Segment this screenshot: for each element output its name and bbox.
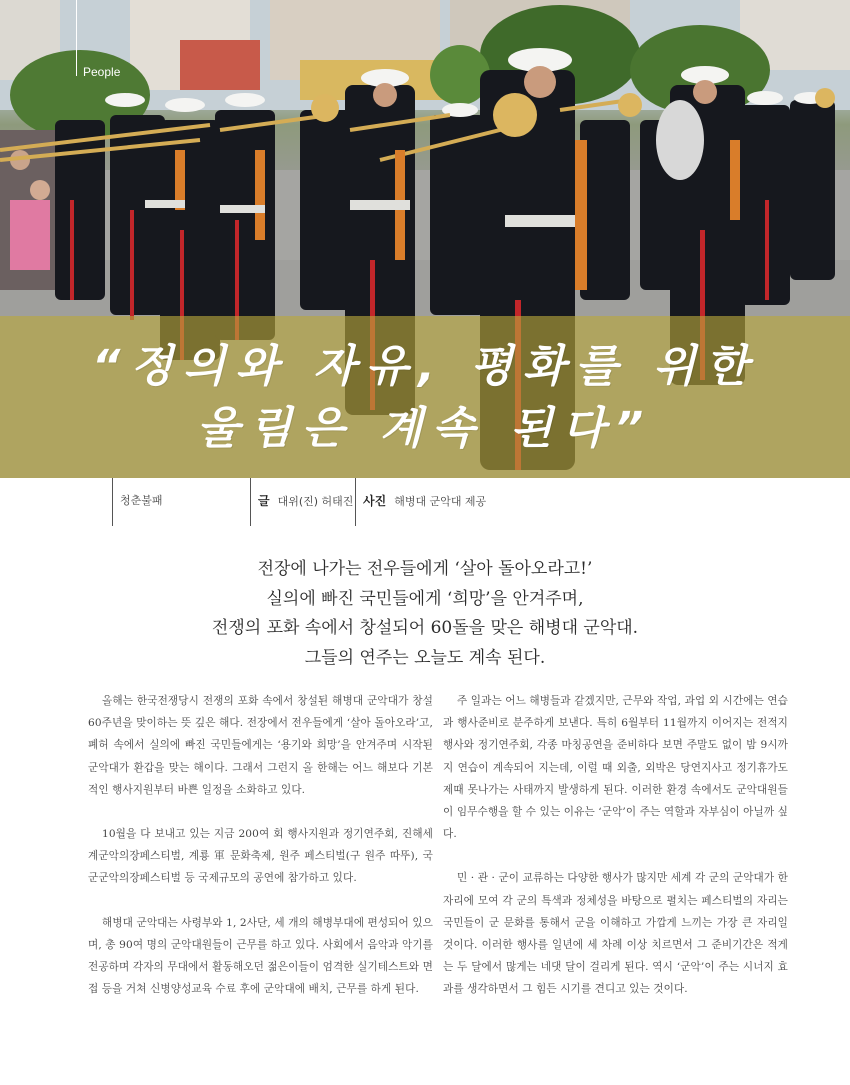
body-paragraph: 10월을 다 보내고 있는 지금 200여 회 행사지원과 정기연주회, 진해세계군악의장페스티벌, 계룡 軍 문화축제, 원주 페스티벌(구 원주 따뚜), 국군군악의장페스티벌 등 국제규모의 공연에 참가하고 있다. <box>88 828 433 885</box>
writer-label: 글 <box>258 494 270 508</box>
section-rule <box>76 0 77 76</box>
photo-label: 사진 <box>363 494 387 508</box>
body-column-left <box>88 690 433 1022</box>
intro-line: 전쟁의 포화 속에서 창설되어 60돌을 맞은 해병대 군악대. <box>211 618 639 638</box>
divider <box>250 478 251 526</box>
headline-line-1: “정의와 자유, 평화를 위한 <box>91 341 759 392</box>
body-column-right <box>443 690 788 1023</box>
column-name: 청춘불패 <box>120 492 163 508</box>
writer-credit <box>258 492 353 509</box>
intro-line: 실의에 빠진 국민들에게 ‘희망’을 안겨주며, <box>266 588 584 609</box>
credits-bar <box>0 478 850 526</box>
divider <box>112 478 113 526</box>
body-paragraph: 주 일과는 어느 해병들과 같겠지만, 근무와 작업, 과업 외 시간에는 연습과 행사준비로 분주하게 보낸다. 특히 6월부터 11월까지 이어지는 전적지 행사와 정기연주회, 각종 마칭공연을 준비하다 보면 주말도 없이 밤 9시까지 연습이 계속되어 지는데, 이럴 때 외출, 외박은 당연지사고 정기휴가도 제때 못나가는 사태까지 발생하게 된다. 이러한 환경 속에서도 군악대원들이 임무수행을 할 수 있는 이유는 ‘군악’이 주는 역할과 자부심이 아닐까 싶다. <box>443 695 788 841</box>
body-paragraph: 민 · 관 · 군이 교류하는 다양한 행사가 많지만 세계 각 군의 군악대가 한자리에 모여 각 군의 특색과 정체성을 바탕으로 펼치는 페스티벌의 자리는 국민들이 군 문화를 통해서 군을 이해하고 가깝게 느끼는 가장 큰 자리일 것이다. 이러한 행사를 일년에 세 차례 이상 치르면서 그 준비기간은 적게는 두 달에서 많게는 네댓 달이 걸리게 된다. 역시 ‘군악’이 주는 시너지 효과를 생각하면서 그 힘든 시기를 견디고 있는 것이다. <box>443 872 789 996</box>
photo-credit <box>363 492 486 509</box>
intro-line: 그들의 연주는 오늘도 계속 된다. <box>304 647 546 668</box>
intro-lead <box>0 555 850 673</box>
section-label: People <box>83 65 121 79</box>
hero-photo <box>0 0 850 478</box>
intro-line: 전장에 나가는 전우들에게 ‘살아 돌아오라고!’ <box>257 559 593 579</box>
photo-source: 해병대 군악대 제공 <box>394 495 487 508</box>
headline-line-2: 울림은 계속 된다” <box>196 403 654 454</box>
writer-name: 대위(진) 허태진 <box>277 495 354 508</box>
divider <box>355 478 356 526</box>
body-paragraph: 해병대 군악대는 사령부와 1, 2사단, 세 개의 해병부대에 편성되어 있으며, 총 90여 명의 군악대원들이 근무를 하고 있다. 사회에서 음악과 악기를 전공하며 각자의 무대에서 활동해오던 젊은이들이 엄격한 실기테스트와 면접 등을 거쳐 신병양성교육 수료 후에 군악대에 배치, 근무를 하게 된다. <box>88 916 433 996</box>
body-paragraph: 올해는 한국전쟁당시 전쟁의 포화 속에서 창설된 해병대 군악대가 창설 60주년을 맞이하는 뜻 깊은 해다. 전장에서 전우들에게 ‘살아 돌아오라’고, 폐허 속에서 실의에 빠진 국민들에게는 ‘용기와 희망’을 안겨주며 시작된 군악대가 환갑을 맞는 해이다. 그래서 그런지 올 한해는 어느 해보다 기본적인 행사지원부터 바쁜 일정을 소화하고 있다. <box>88 695 433 796</box>
